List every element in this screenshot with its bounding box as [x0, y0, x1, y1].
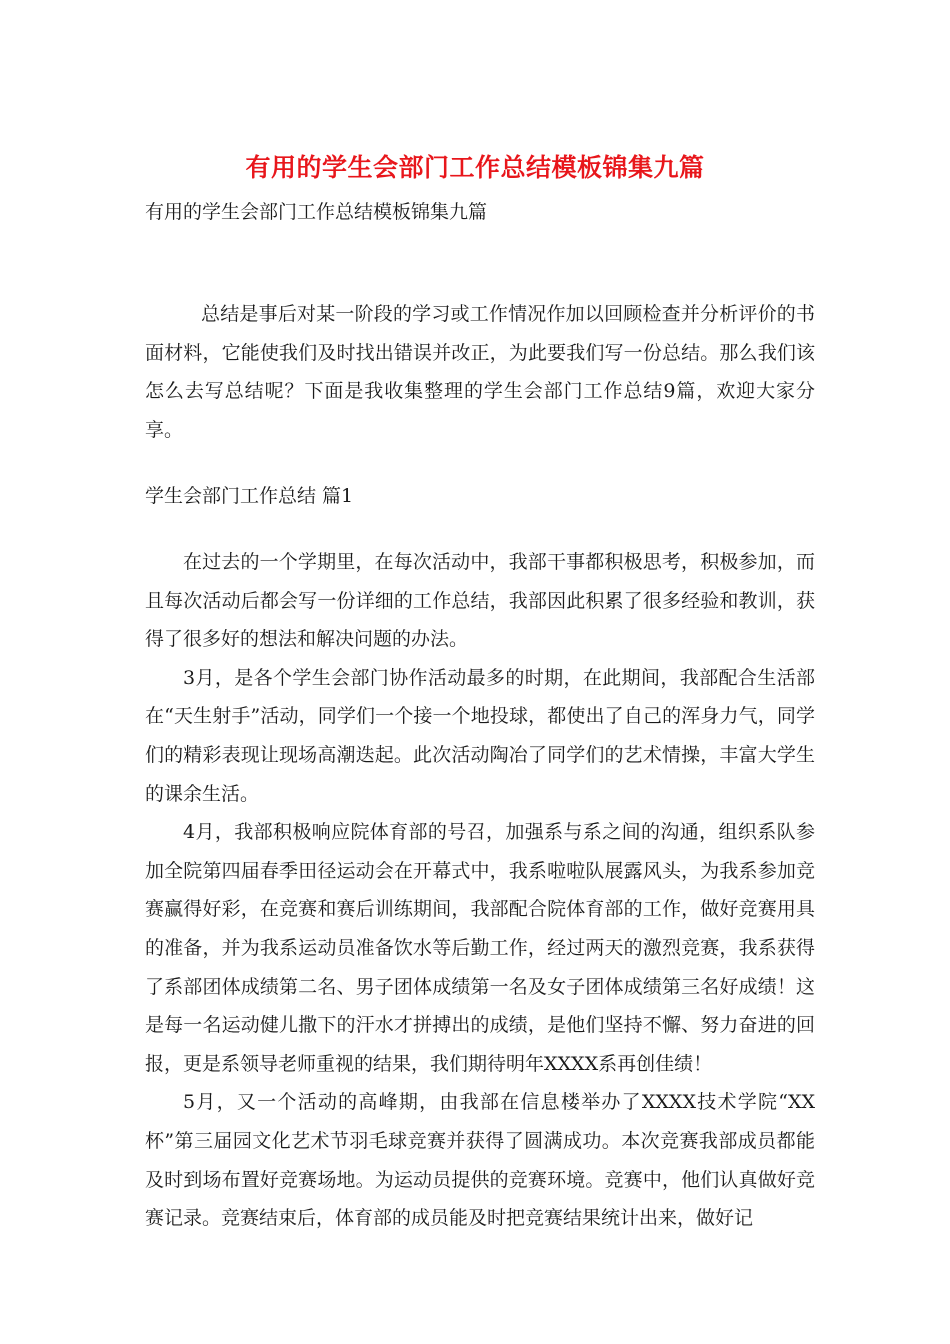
section-heading: 学生会部门工作总结 篇1: [145, 485, 354, 507]
intro-paragraph: 总结是事后对某一阶段的学习或工作情况作加以回顾检查并分析评价的书面材料，它能使我们及时找出错误并改正，为此要我们写一份总结。那么我们该怎么去写总结呢？下面是我收集整理的学生会部门工作总结9篇，欢迎大家分享。: [145, 303, 815, 441]
body-text: [145, 543, 815, 1238]
document-subtitle: 有用的学生会部门工作总结模板锦集九篇: [145, 201, 488, 223]
body-paragraph: 在过去的一个学期里，在每次活动中，我部干事都积极思考，积极参加，而且每次活动后都会写一份详细的工作总结，我部因此积累了很多经验和教训，获得了很多好的想法和解决问题的办法。: [145, 551, 815, 651]
body-paragraph: 5月，又一个活动的高峰期，由我部在信息楼举办了XXXX技术学院“XX杯”第三届园文化艺术节羽毛球竞赛并获得了圆满成功。本次竞赛我部成员都能及时到场布置好竞赛场地。为运动员提供的竞赛环境。竞赛中，他们认真做好竞赛记录。竞赛结束后，体育部的成员能及时把竞赛结果统计出来，做好记: [145, 1091, 815, 1230]
document-title: 有用的学生会部门工作总结模板锦集九篇: [245, 153, 705, 182]
intro-block: [145, 295, 815, 449]
body-paragraph: 4月，我部积极响应院体育部的号召，加强系与系之间的沟通，组织系队参加全院第四届春季田径运动会在开幕式中，我系啦啦队展露风头，为我系参加竞赛赢得好彩，在竞赛和赛后训练期间，我部配合院体育部的工作，做好竞赛用具的准备，并为我系运动员准备饮水等后勤工作，经过两天的激烈竞赛，我系获得了系部团体成绩第二名、男子团体成绩第一名及女子团体成绩第三名好成绩！这是每一名运动健儿撒下的汗水才拼搏出的成绩，是他们坚持不懈、努力奋进的回报，更是系领导老师重视的结果，我们期待明年XXXX系再创佳绩！: [145, 821, 815, 1075]
body-paragraph: 3月，是各个学生会部门协作活动最多的时期，在此期间，我部配合生活部在“天生射手”活动，同学们一个接一个地投球，都使出了自己的浑身力气，同学们的精彩表现让现场高潮迭起。此次活动陶冶了同学们的艺术情操，丰富大学生的课余生活。: [145, 666, 815, 805]
